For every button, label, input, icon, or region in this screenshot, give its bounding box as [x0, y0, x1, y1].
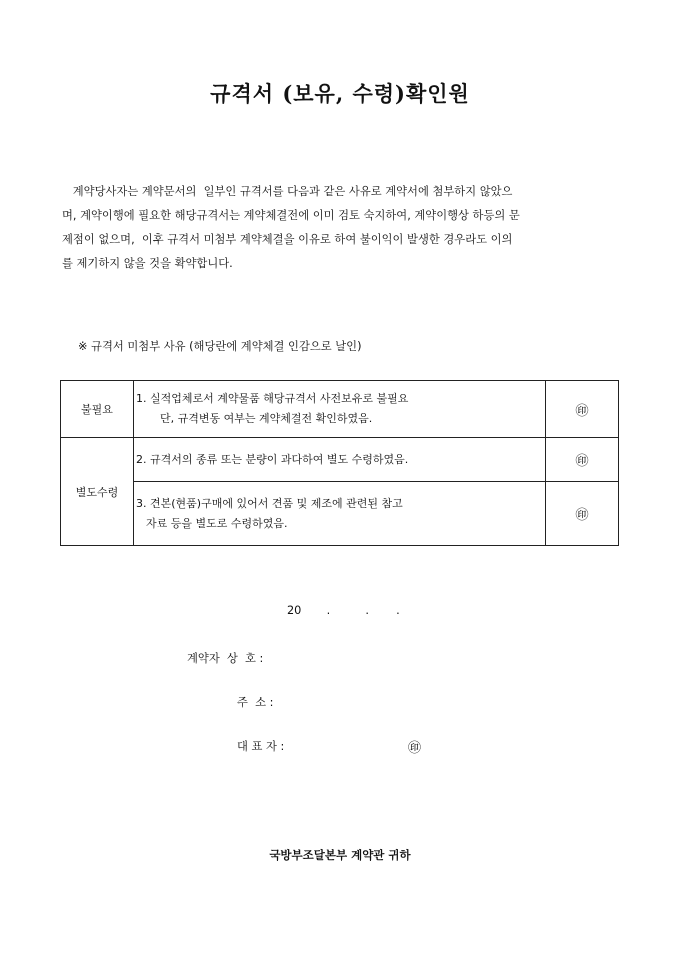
- reason-1-line-1: 1. 실적업체로서 계약물품 해당규격서 사전보유로 불필요: [136, 392, 409, 405]
- date-line: [287, 604, 400, 617]
- seal-box-1[interactable]: [546, 381, 619, 438]
- intro-line: 계약당사자는 계약문서의 일부인 규격서를 다음과 같은 사유로 계약서에 첨부하지 않았으: [62, 185, 513, 198]
- table-row: [61, 482, 619, 546]
- reason-2-line-1: 2. 규격서의 종류 또는 분량이 과다하여 별도 수령하였음.: [136, 452, 409, 466]
- representative-label: 대 표 자 :: [237, 740, 285, 753]
- reason-2: [134, 438, 546, 482]
- table-row: [61, 381, 619, 438]
- category-unnecessary: 불필요: [61, 381, 134, 438]
- reason-3: [134, 482, 546, 546]
- company-name-label: 계약자 상 호 :: [187, 652, 264, 665]
- reason-note: ※ 규격서 미첨부 사유 (해당란에 계약체결 인감으로 날인): [78, 340, 362, 353]
- date-dot: .: [365, 604, 369, 617]
- seal-icon: ㊞: [575, 403, 589, 419]
- date-year-prefix: 20: [287, 604, 302, 617]
- seal-box-2[interactable]: [546, 438, 619, 482]
- intro-line: 며, 계약이행에 필요한 해당규격서는 계약체결전에 이미 검토 숙지하여, 계약이행상 하등의 문: [62, 209, 520, 222]
- reason-1: [134, 381, 546, 438]
- date-dot: .: [396, 604, 400, 617]
- reason-3-line-1: 3. 견본(현품)구매에 있어서 견품 및 제조에 관련된 참고: [136, 496, 403, 510]
- address-label: 주 소 :: [237, 696, 274, 709]
- reason-table: [60, 380, 619, 546]
- document-title: 규격서 (보유, 수령)확인원: [210, 81, 470, 106]
- table-row: [61, 438, 619, 482]
- reason-1-line-2: 단, 규격변동 여부는 계약체결전 확인하였음.: [160, 412, 373, 425]
- intro-line: 를 제기하지 않을 것을 확약합니다.: [62, 257, 233, 270]
- seal-icon: ㊞: [575, 454, 589, 469]
- category-separate: 별도수령: [61, 438, 134, 546]
- seal-icon: ㊞: [575, 508, 589, 523]
- seal-box-3[interactable]: [546, 482, 619, 546]
- reason-3-line-2: 자료 등을 별도로 수령하였음.: [146, 516, 288, 530]
- seal-icon: ㊞: [408, 741, 422, 756]
- intro-line: 제점이 없으며, 이후 규격서 미첨부 계약체결을 이유로 하여 불이익이 발생한 경우라도 이의: [62, 233, 513, 246]
- addressee: 국방부조달본부 계약관 귀하: [269, 848, 411, 862]
- date-dot: .: [326, 604, 331, 617]
- intro-paragraph: [62, 180, 618, 276]
